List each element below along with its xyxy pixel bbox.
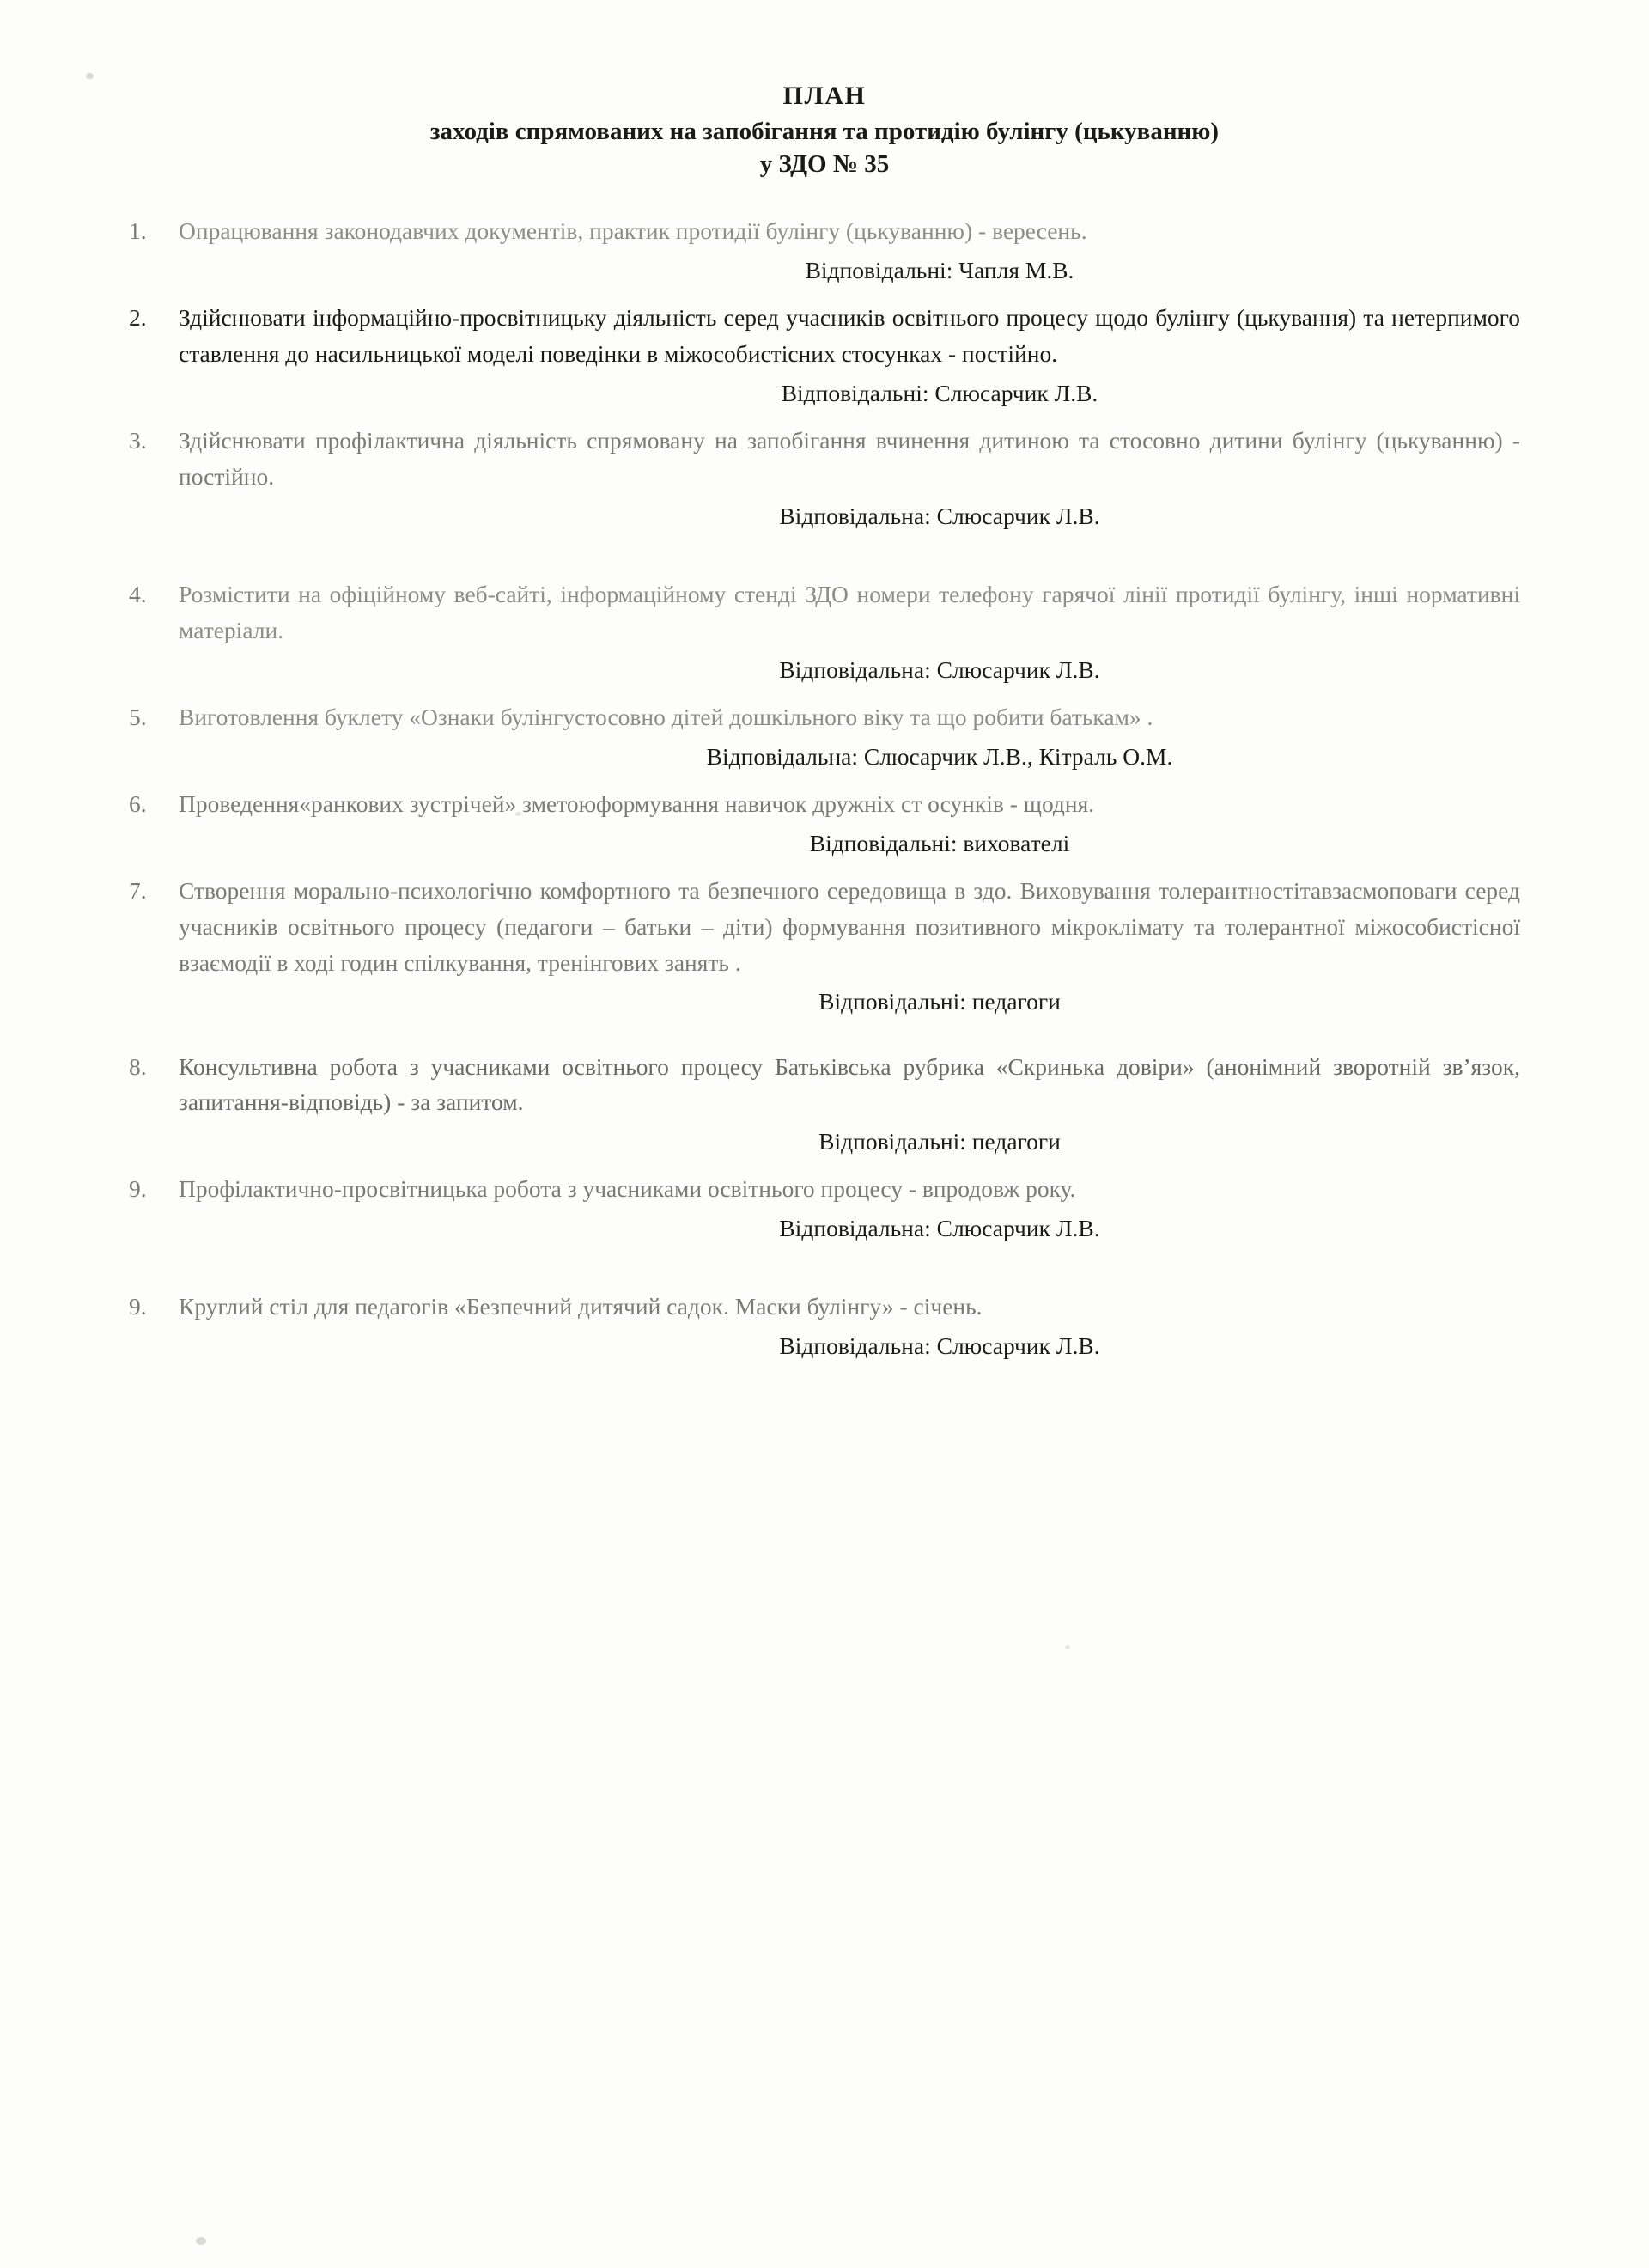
list-item-text: Виготовлення буклету «Ознаки булінгустосовно дітей дошкільного віку та що робити батькам» . bbox=[179, 703, 1153, 730]
list-item bbox=[129, 1171, 1520, 1287]
responsible-text: Відповідальні: Слюсарчик Л.В. bbox=[781, 379, 1098, 406]
responsible-text: Відповідальна: Слюсарчик Л.В., Кітраль О.М. bbox=[706, 742, 1173, 770]
list-item-number: 2. bbox=[129, 304, 147, 332]
list-item bbox=[129, 576, 1520, 687]
list-item-number: 9. bbox=[129, 1175, 147, 1203]
list-item-number: 7. bbox=[129, 876, 147, 904]
list-item-text: Опрацювання законодавчих документів, практик протидії булінгу (цькуванню) - вересень. bbox=[179, 217, 1087, 245]
list-item-text: Здійснювати профілактична діяльність спрямовану на запобігання вчинення дитиною та стосовно дитини булінгу (цькуванню) - постійно. bbox=[179, 427, 1520, 490]
responsible-text: Відповідальна: Слюсарчик Л.В. bbox=[779, 1215, 1100, 1242]
list-item-text: Круглий стіл для педагогів «Безпечний дитячий садок. Маски булінгу» - січень. bbox=[179, 1293, 983, 1320]
list-item-text: Створення морально-психологічно комфортного та безпечного середовища в здо. Виховування толерантностітавзаємоповаги серед учасників освітнього процесу (педагоги – батьки – діти) формування позитивного мікроклімату та толерантної міжособистісної взаємодії в ході годин спілкування, тренінгових занять . bbox=[179, 876, 1520, 976]
document-subtitle-line2: у ЗДО № 35 bbox=[759, 150, 890, 179]
list-item bbox=[129, 1049, 1520, 1160]
responsible-text: Відповідальні: педагоги bbox=[818, 988, 1061, 1015]
document-subtitle: заходів спрямованих на запобігання та протидію булінгу (цькуванню) bbox=[429, 118, 1220, 145]
responsible-line bbox=[129, 826, 1520, 861]
list-item-number: 5. bbox=[129, 703, 147, 730]
responsible-line bbox=[129, 1210, 1520, 1246]
list-item bbox=[129, 300, 1520, 411]
list-item bbox=[129, 873, 1520, 1047]
list-item-number: 8. bbox=[129, 1052, 147, 1080]
list-item bbox=[129, 786, 1520, 861]
list-item-number: 1. bbox=[129, 217, 147, 245]
responsible-text: Відповідальна: Слюсарчик Л.В. bbox=[779, 655, 1100, 683]
scan-speck bbox=[86, 73, 94, 79]
list-item-text: Проведення«ранкових зустрічей» зметоюформування навичок дружніх ст осунків - щодня. bbox=[179, 790, 1095, 817]
responsible-text: Відповідальні: Чапля М.В. bbox=[805, 257, 1074, 284]
list-item-text: Консультивна робота з учасниками освітнього процесу Батьківська рубрика «Скринька довіри» (анонімний зворотній зв’язок, запитання-відповідь) - за запитом. bbox=[179, 1052, 1520, 1116]
list-item-text: Здійснювати інформаційно-просвітницьку діяльність серед учасників освітнього процесу щодо булінгу (цькування) та нетерпимого ставлення до насильницької моделі поведінки в міжособистісних стосунках - постійно. bbox=[179, 304, 1520, 368]
responsible-line bbox=[129, 739, 1520, 774]
document-title: ПЛАН bbox=[782, 82, 867, 110]
list-item bbox=[129, 1289, 1520, 1363]
list-item-text: Профілактично-просвітницька робота з учасниками освітнього процесу - впродовж року. bbox=[179, 1175, 1076, 1203]
responsible-line bbox=[129, 498, 1520, 533]
measures-list bbox=[129, 213, 1520, 1363]
responsible-line bbox=[129, 253, 1520, 288]
responsible-line bbox=[129, 984, 1520, 1019]
responsible-line bbox=[129, 652, 1520, 687]
list-item bbox=[129, 423, 1520, 575]
list-item-number: 3. bbox=[129, 427, 147, 454]
list-item-number: 4. bbox=[129, 580, 147, 607]
responsible-text: Відповідальні: педагоги bbox=[818, 1128, 1061, 1155]
list-item bbox=[129, 213, 1520, 288]
list-item-number: 6. bbox=[129, 790, 147, 817]
list-item bbox=[129, 699, 1520, 774]
responsible-text: Відповідальні: вихователі bbox=[809, 829, 1070, 857]
scan-speck bbox=[196, 2237, 206, 2245]
responsible-text: Відповідальна: Слюсарчик Л.В. bbox=[779, 502, 1100, 529]
responsible-line bbox=[129, 375, 1520, 411]
list-item-text: Розмістити на офіційному веб-сайті, інформаційному стенді ЗДО номери телефону гарячої лінії протидії булінгу, інші нормативні матеріали. bbox=[179, 580, 1520, 643]
responsible-line bbox=[129, 1328, 1520, 1363]
responsible-text: Відповідальна: Слюсарчик Л.В. bbox=[779, 1332, 1100, 1360]
list-item-number: 9. bbox=[129, 1293, 147, 1320]
scan-speck bbox=[1065, 1645, 1070, 1649]
responsible-line bbox=[129, 1124, 1520, 1159]
